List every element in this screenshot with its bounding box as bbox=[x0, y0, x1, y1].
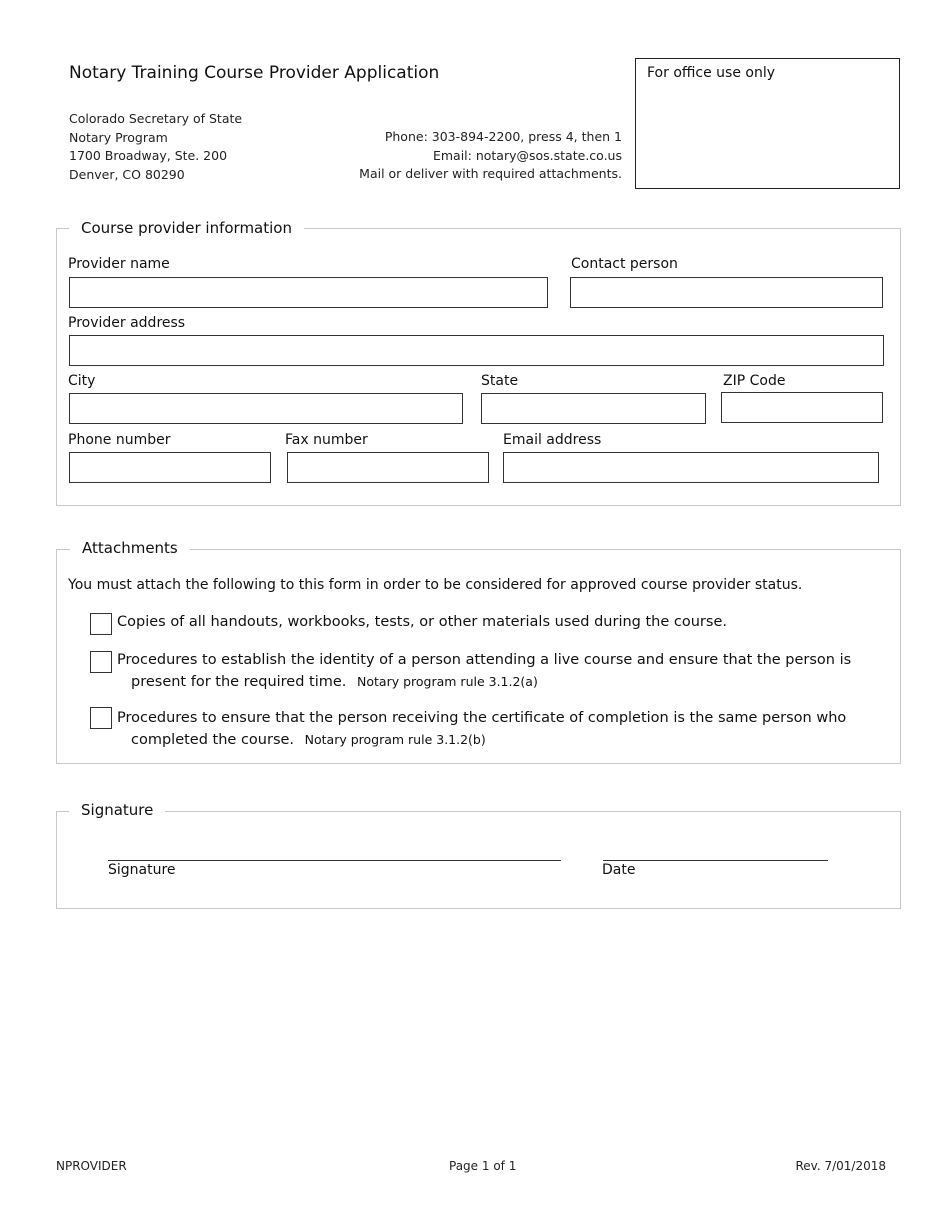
contact-mail-note: Mail or deliver with required attachments. bbox=[359, 166, 622, 181]
city-input[interactable] bbox=[69, 393, 463, 424]
attachment-item-text: Procedures to establish the identity of a person attending a live course and ensure that the person is present for the required time. bbox=[117, 652, 852, 690]
page-title: Notary Training Course Provider Application bbox=[69, 63, 440, 83]
page-number: Page 1 of 1 bbox=[449, 1159, 517, 1173]
attachment-checkbox-materials[interactable] bbox=[90, 613, 112, 635]
attachment-item-text: Copies of all handouts, workbooks, tests, or other materials used during the course. bbox=[117, 614, 727, 630]
attachment-item-certificate bbox=[117, 708, 871, 751]
form-id: NPROVIDER bbox=[56, 1159, 127, 1173]
signature-label: Signature bbox=[108, 862, 176, 878]
provider-address-input[interactable] bbox=[69, 335, 884, 366]
state-input[interactable] bbox=[481, 393, 706, 424]
state-label: State bbox=[481, 373, 519, 389]
provider-address-label: Provider address bbox=[68, 315, 186, 331]
office-use-box bbox=[635, 58, 900, 189]
attachment-item-materials bbox=[117, 612, 857, 633]
attachment-item-text: Procedures to ensure that the person receiving the certificate of completion is the same person who completed the course. bbox=[117, 710, 847, 748]
attachments-section-legend: Attachments bbox=[70, 539, 190, 557]
attachment-item-identity bbox=[117, 650, 871, 693]
attachments-intro: You must attach the following to this form in order to be considered for approved course provider status. bbox=[68, 577, 803, 593]
email-label: Email address bbox=[503, 432, 602, 448]
contact-person-input[interactable] bbox=[570, 277, 883, 308]
attachment-checkbox-certificate[interactable] bbox=[90, 707, 112, 729]
zip-input[interactable] bbox=[721, 392, 883, 423]
date-line[interactable] bbox=[603, 860, 828, 861]
provider-name-input[interactable] bbox=[69, 277, 548, 308]
attachment-item-rule: Notary program rule 3.1.2(b) bbox=[304, 732, 486, 747]
agency-address bbox=[69, 110, 242, 184]
contact-info bbox=[359, 128, 622, 184]
attachment-item-rule: Notary program rule 3.1.2(a) bbox=[357, 674, 538, 689]
signature-line[interactable] bbox=[108, 860, 561, 861]
email-input[interactable] bbox=[503, 452, 879, 483]
fax-input[interactable] bbox=[287, 452, 489, 483]
signature-section-legend: Signature bbox=[69, 801, 165, 819]
attachment-checkbox-identity[interactable] bbox=[90, 651, 112, 673]
contact-phone: Phone: 303-894-2200, press 4, then 1 bbox=[384, 129, 622, 144]
fax-label: Fax number bbox=[285, 432, 368, 448]
address-line: Notary Program bbox=[69, 129, 168, 145]
contact-person-label: Contact person bbox=[571, 256, 678, 272]
date-label: Date bbox=[602, 862, 636, 878]
contact-email: Email: notary@sos.state.co.us bbox=[432, 147, 622, 163]
office-use-label: For office use only bbox=[647, 65, 776, 81]
address-line: 1700 Broadway, Ste. 200 bbox=[69, 148, 228, 163]
revision-date: Rev. 7/01/2018 bbox=[795, 1159, 886, 1173]
city-label: City bbox=[68, 373, 96, 389]
phone-label: Phone number bbox=[68, 432, 171, 448]
address-line: Denver, CO 80290 bbox=[69, 166, 185, 182]
provider-section-legend: Course provider information bbox=[69, 219, 304, 237]
phone-input[interactable] bbox=[69, 452, 271, 483]
address-line: Colorado Secretary of State bbox=[69, 111, 243, 126]
provider-name-label: Provider name bbox=[68, 256, 170, 272]
zip-label: ZIP Code bbox=[723, 373, 786, 389]
